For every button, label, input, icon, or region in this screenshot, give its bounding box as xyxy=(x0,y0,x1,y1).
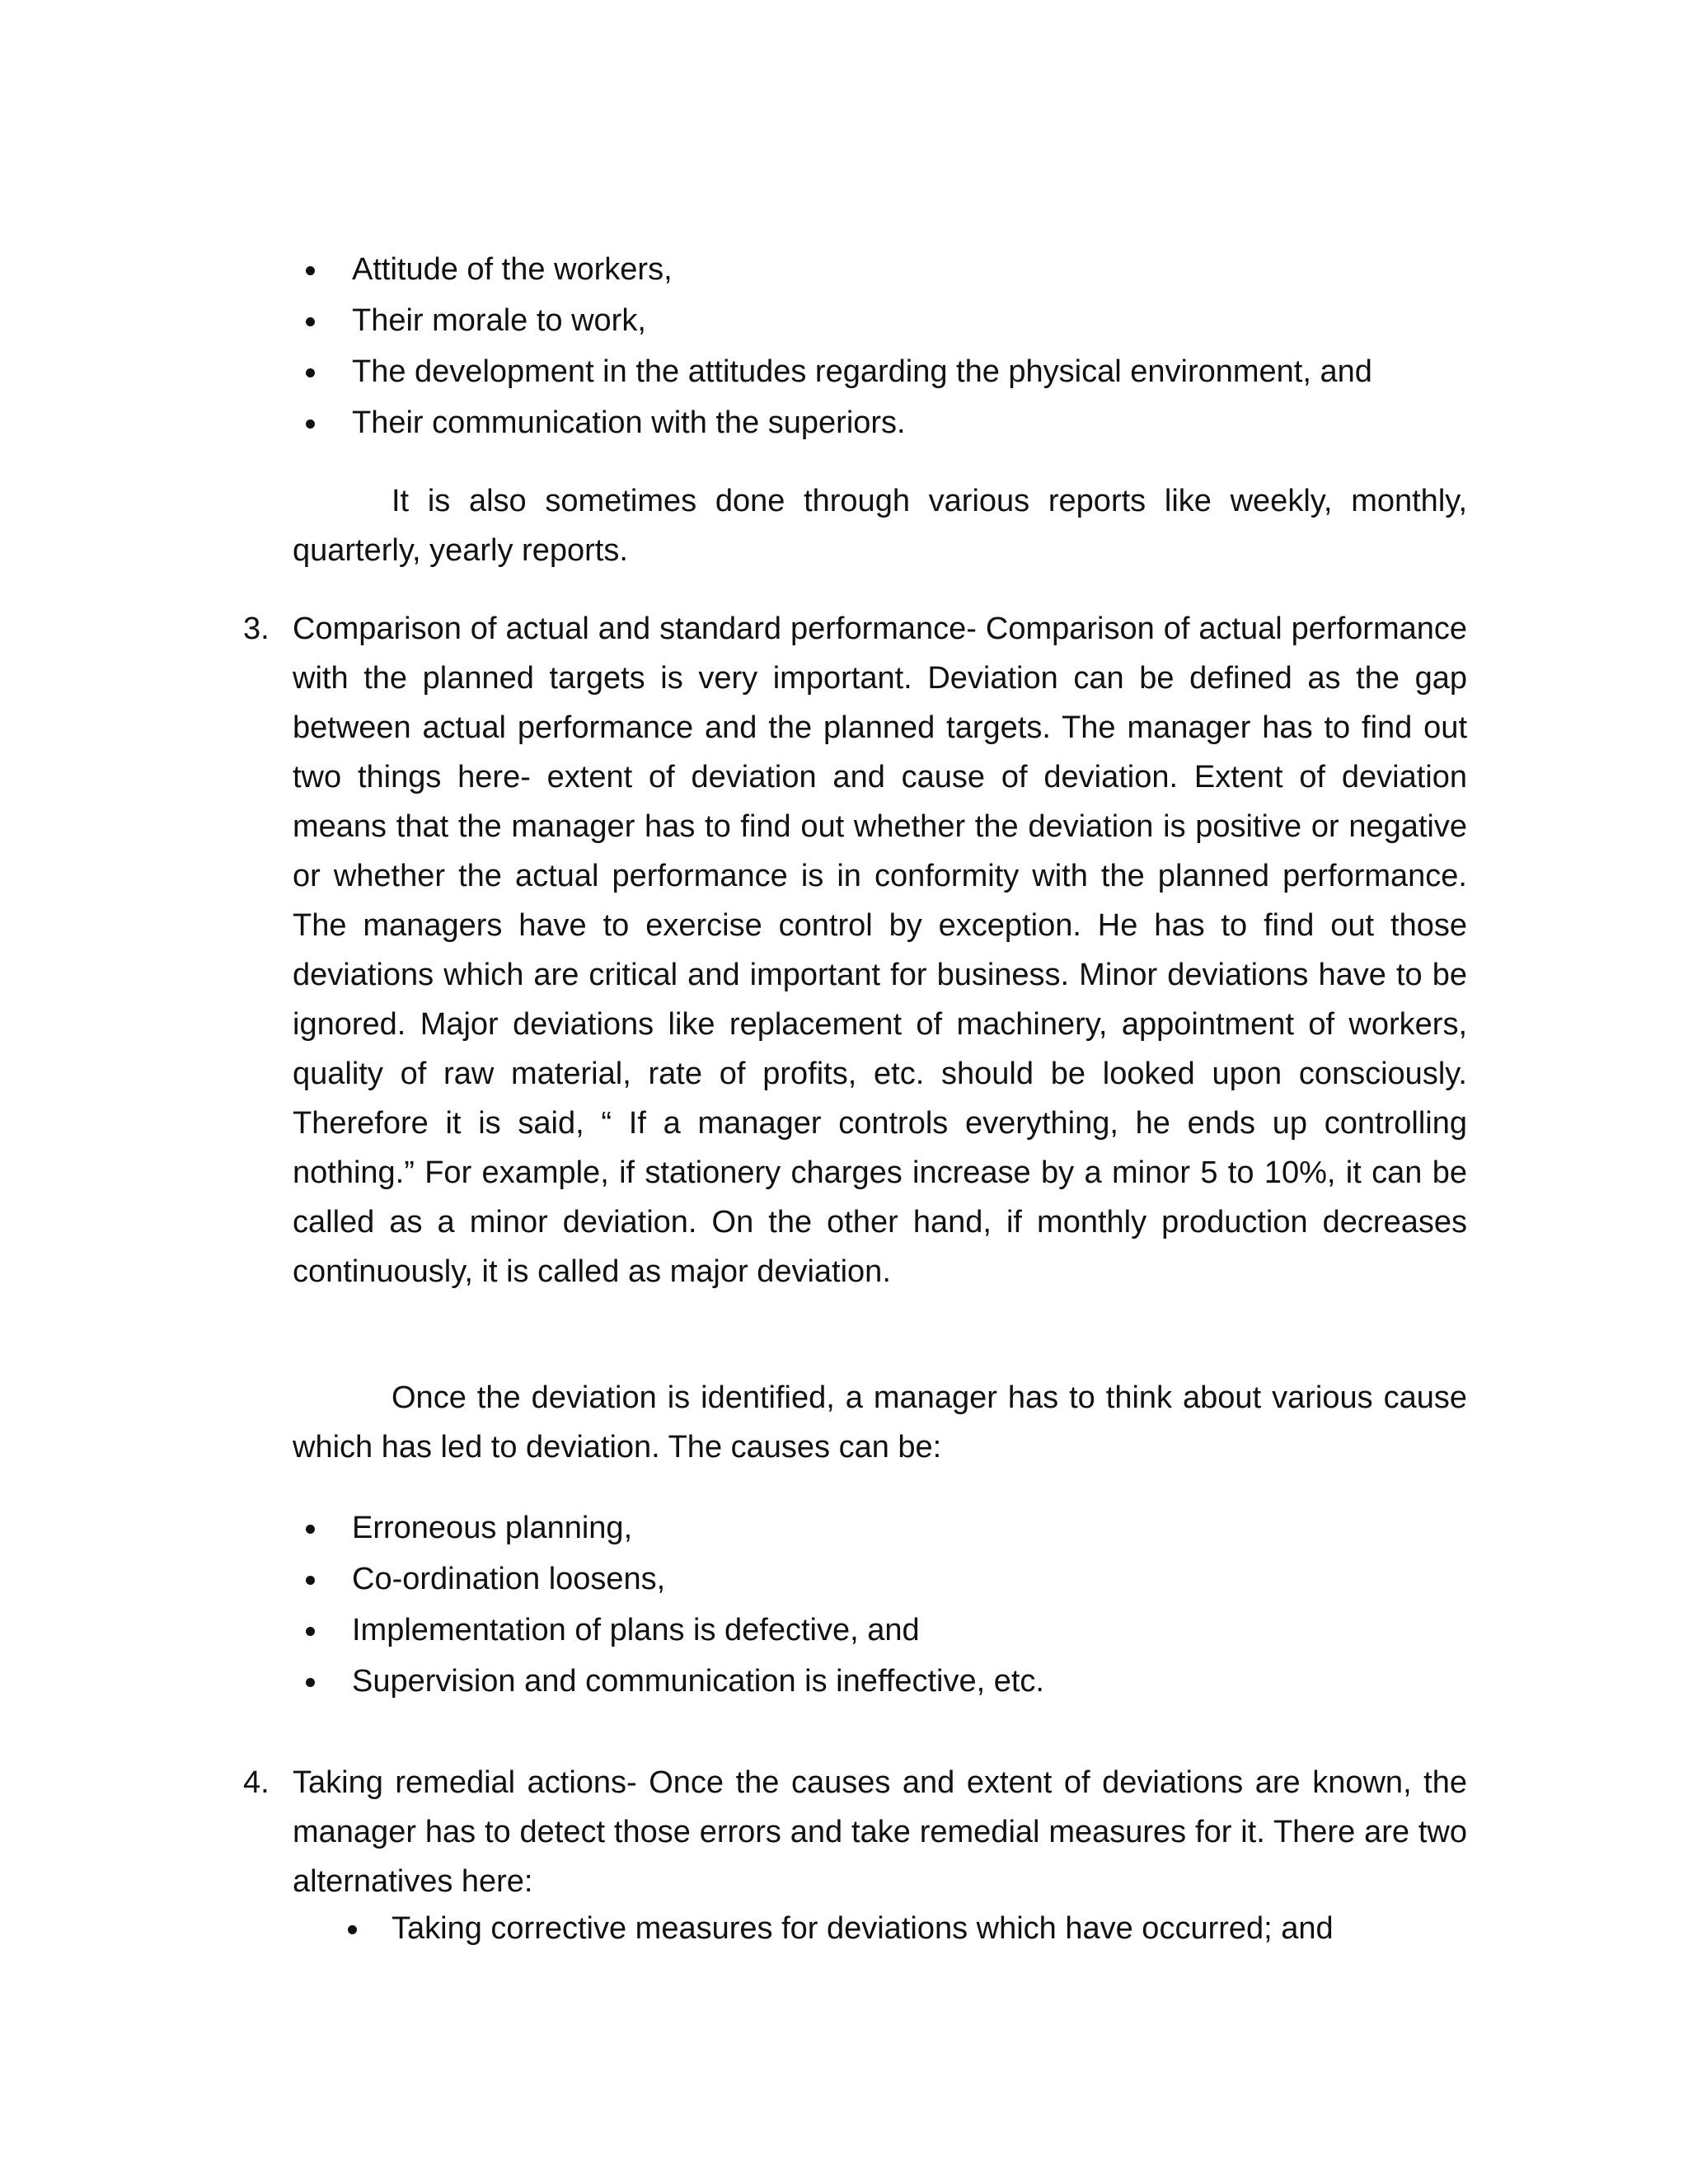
paragraph-causes: Once the deviation is identified, a manager has to think about various cause which has led to deviation. The causes can be: xyxy=(293,1380,1467,1465)
bullet-list-worker-factors xyxy=(293,244,1471,448)
numbered-item-4 xyxy=(243,1758,1467,1906)
list-item: The development in the attitudes regarding the physical environment, and xyxy=(293,346,1471,397)
list-item: Taking corrective measures for deviations which have occurred; and xyxy=(334,1903,1488,1954)
bullet-icon xyxy=(306,1576,315,1585)
bullet-icon xyxy=(306,266,315,275)
list-item: Co-ordination loosens, xyxy=(293,1554,1471,1605)
list-item: Implementation of plans is defective, and xyxy=(293,1605,1471,1656)
bullet-icon xyxy=(306,317,315,326)
bullet-icon xyxy=(306,1627,315,1636)
list-item: Erroneous planning, xyxy=(293,1502,1471,1554)
item-number: 3. xyxy=(243,612,270,646)
bullet-icon xyxy=(306,419,315,429)
list-item: Their morale to work, xyxy=(293,295,1471,346)
bullet-icon xyxy=(306,368,315,377)
list-item: Attitude of the workers, xyxy=(293,244,1471,295)
paragraph-reports: It is also sometimes done through various reports like weekly, monthly, quarterly, yearly reports. xyxy=(293,484,1467,568)
item-text: Taking remedial actions- Once the causes and extent of deviations are known, the manager has to detect those errors and take remedial measures for it. There are two alternatives here: xyxy=(293,1765,1467,1899)
list-item: Their communication with the superiors. xyxy=(293,397,1471,448)
bullet-icon xyxy=(306,1678,315,1687)
bullet-list-remedial xyxy=(334,1903,1488,1954)
numbered-item-3 xyxy=(243,604,1467,1296)
item-text: Comparison of actual and standard performance- Comparison of actual performance with the planned targets is very important. Deviation can be defined as the gap between actual performance and the planned targets. The manager has to find out two things here- extent of deviation and cause of deviation. Extent of deviation means that the manager has to find out whether the deviation is positive or negative or whether the actual performance is in conformity with the planned performance. The managers have to exercise control by exception. He has to find out those deviations which are critical and important for business. Minor deviations have to be ignored. Major deviations like replacement of machinery, appointment of workers, quality of raw material, rate of profits, etc. should be looked upon consciously. Therefore it is said, “ If a manager controls everything, he ends up controlling nothing.” For example, if stationery charges increase by a minor 5 to 10%, it can be called as a minor deviation. On the other hand, if monthly production decreases continuously, it is called as major deviation. xyxy=(293,612,1467,1289)
bullet-list-causes xyxy=(293,1502,1471,1707)
bullet-icon xyxy=(306,1525,315,1534)
list-item: Supervision and communication is ineffective, etc. xyxy=(293,1656,1471,1707)
item-number: 4. xyxy=(243,1765,270,1800)
bullet-icon xyxy=(348,1925,357,1934)
